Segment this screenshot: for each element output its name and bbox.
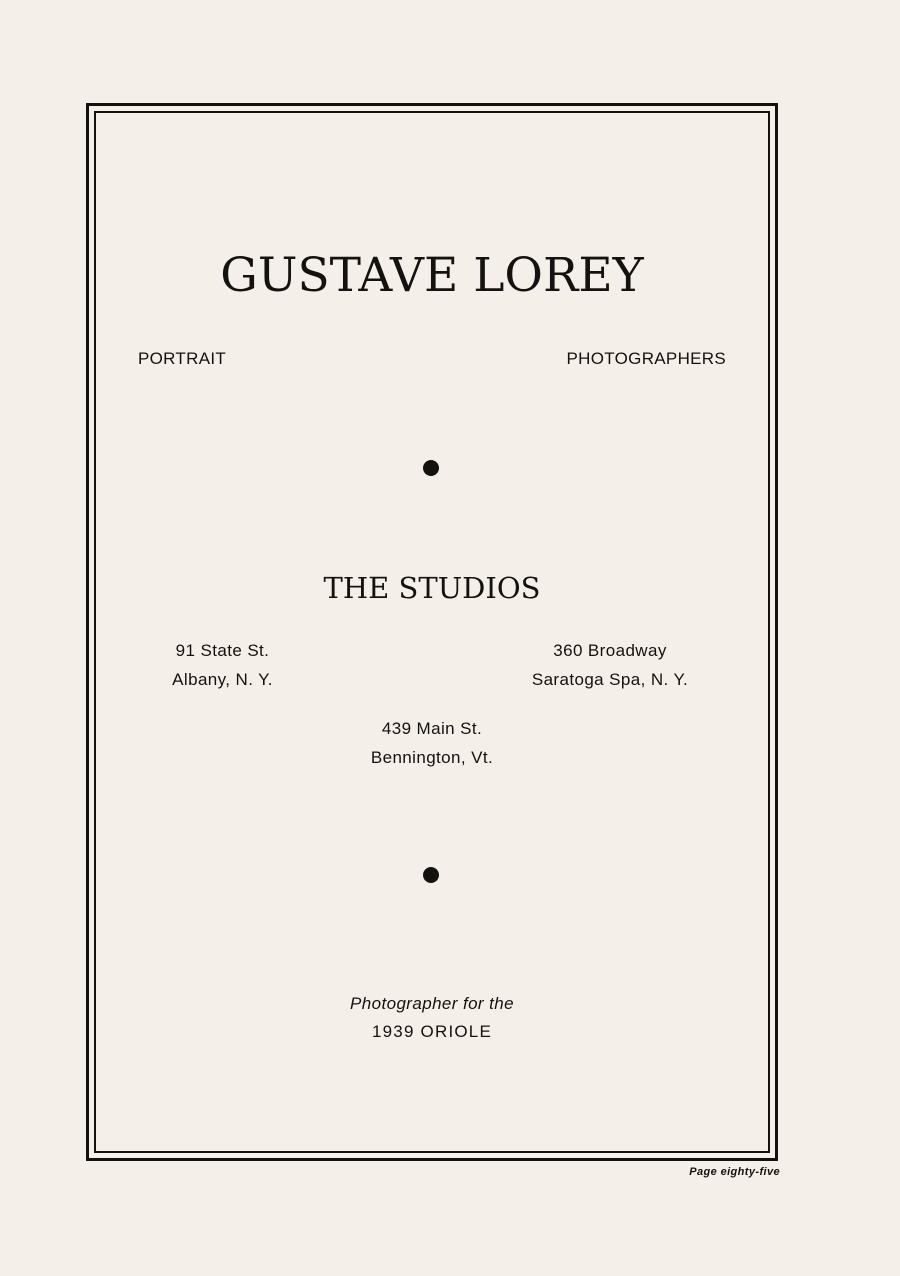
credit-line: Photographer for the: [350, 994, 514, 1013]
photographer-credit: [320, 990, 544, 1046]
address-street: 360 Broadway: [553, 641, 667, 660]
address-city: Bennington, Vt.: [370, 748, 494, 767]
tagline-portrait: PORTRAIT: [138, 349, 227, 368]
bullet-dot: [423, 867, 439, 883]
studios-heading: THE STUDIOS: [323, 571, 541, 605]
address-saratoga: [500, 636, 720, 694]
address-albany: [130, 636, 315, 694]
address-city: Albany, N. Y.: [172, 670, 273, 689]
address-street: 91 State St.: [175, 641, 270, 660]
tagline-photographers: PHOTOGRAPHERS: [566, 349, 726, 368]
credit-publication: 1939 ORIOLE: [372, 1022, 492, 1041]
page-number: Page eighty-five: [689, 1166, 780, 1178]
address-bennington: [338, 714, 526, 772]
studio-name-title: GUSTAVE LOREY: [220, 248, 644, 303]
bullet-dot: [423, 460, 439, 476]
address-city: Saratoga Spa, N. Y.: [531, 670, 689, 689]
address-street: 439 Main St.: [381, 719, 483, 738]
